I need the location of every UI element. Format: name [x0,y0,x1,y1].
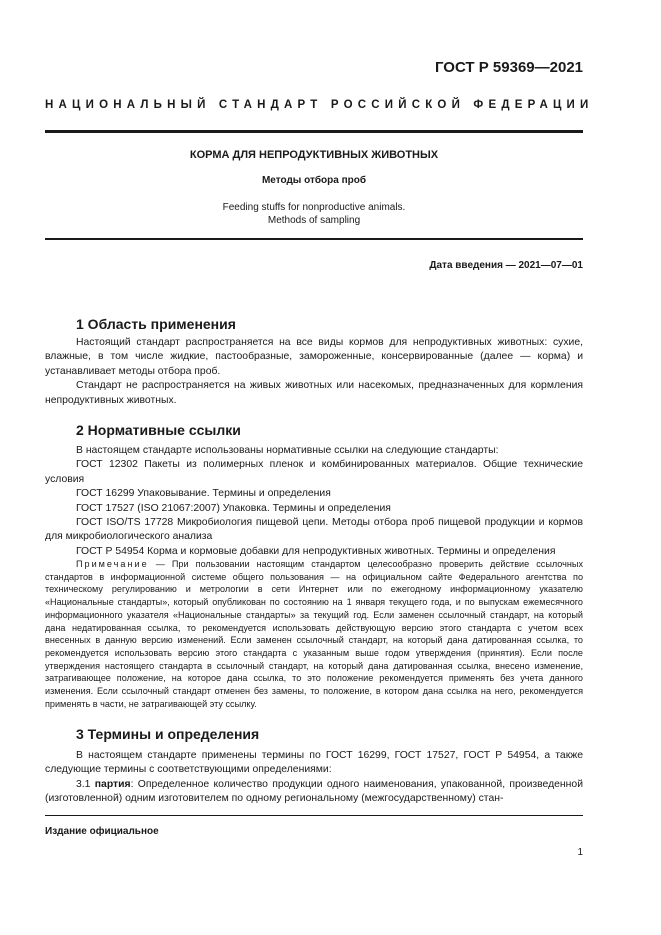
note-label: Примечание [76,559,149,569]
section-3-heading: 3 Термины и определения [76,726,260,742]
document-number: ГОСТ Р 59369—2021 [434,59,583,76]
term-definition [45,778,583,807]
term-number: 3.1 [76,778,95,790]
term-name: партия [94,778,131,790]
term-text: : Определенное количество продукции одного наименования, упакованной, произведенной (изготовленной) одним изготовителем по одному региональному (межгосударственному) стан- [45,778,583,805]
header-divider [45,130,583,133]
section-2-body [45,444,583,559]
document-subtitle: Методы отбора проб [261,175,367,186]
section-3-intro: В настоящем стандарте применены термины по ГОСТ 16299, ГОСТ 17527, ГОСТ Р 54954, а также следующие термины с соответствующими определениями: [45,750,583,776]
title-divider [45,238,583,240]
section-3-body [45,749,583,807]
section-2-heading: 2 Нормативные ссылки [76,422,241,438]
section-2-note [45,558,583,710]
section-1-paragraph-1: Настоящий стандарт распространяется на все виды кормов для непродуктивных животных: сухие, влажные, в том числе жидкие, пастообразные, замороженные, консервированные (далее — корма) и устанавливает методы отбора проб. [45,337,583,377]
english-title-line-1: Feeding stuffs for nonproductive animals. [222,202,406,213]
official-edition-label: Издание официальное [45,826,159,837]
footer-divider [45,815,583,816]
reference-item: ГОСТ ISO/TS 17728 Микробиология пищевой цепи. Методы отбора проб пищевой продукции и кормов для микробиологического анализа [45,517,583,543]
reference-item: ГОСТ 17527 (ISO 21067:2007) Упаковка. Термины и определения [76,502,391,514]
page-number: 1 [577,847,583,858]
section-1-paragraph-2: Стандарт не распространяется на живых животных или насекомых, предназначенных для кормления непродуктивных животных. [45,380,583,406]
english-title-line-2: Methods of sampling [267,215,361,226]
reference-item: ГОСТ 16299 Упаковывание. Термины и определения [76,488,331,500]
note-text: — При пользовании настоящим стандартом целесообразно проверить действие ссылочных стандартов в информационной системе общего пользования — на официальном сайте Федерального агентства по техническому регулированию и метрологии в сети Интернет или по ежегодному информационному указателю «Национальные стандарты», который опубликован по состоянию на 1 января текущего года, и по выпускам ежемесячного информационного указателя «Национальные стандарты» за текущий год. Если заменен ссылочный стандарт, на который дана недатированная ссылка, то рекомендуется использовать действующую версию этого стандарта с учетом всех внесенных в данную версию изменений. Если заменен ссылочный стандарт, на который дана датированная ссылка, то рекомендуется использовать версию этого стандарта с указанным выше годом утверждения (принятия). Если после утверждения настоящего стандарта в ссылочный стандарт, на который дана датированная ссылка, внесено изменение, затрагивающее положение, на которое дана ссылка, то это положение рекомендуется применять без учета данного изменения. Если ссылочный стандарт отменен без замены, то положение, в котором дана ссылка на него, рекомендуется применять в части, не затрагивающей эту ссылку. [45,559,583,709]
national-standard-banner: НАЦИОНАЛЬНЫЙ СТАНДАРТ РОССИЙСКОЙ ФЕДЕРАЦИИ [45,99,594,111]
section-2-intro: В настоящем стандарте использованы нормативные ссылки на следующие стандарты: [76,445,499,456]
reference-item: ГОСТ Р 54954 Корма и кормовые добавки для непродуктивных животных. Термины и определения [76,545,556,557]
section-1-body [45,336,583,408]
introduction-date: Дата введения — 2021—07—01 [429,260,583,271]
english-title [45,201,583,227]
section-1-heading: 1 Область применения [76,316,236,332]
document-title: КОРМА ДЛЯ НЕПРОДУКТИВНЫХ ЖИВОТНЫХ [189,149,439,161]
reference-item: ГОСТ 12302 Пакеты из полимерных пленок и комбинированных материалов. Общие технические условия [45,459,583,485]
